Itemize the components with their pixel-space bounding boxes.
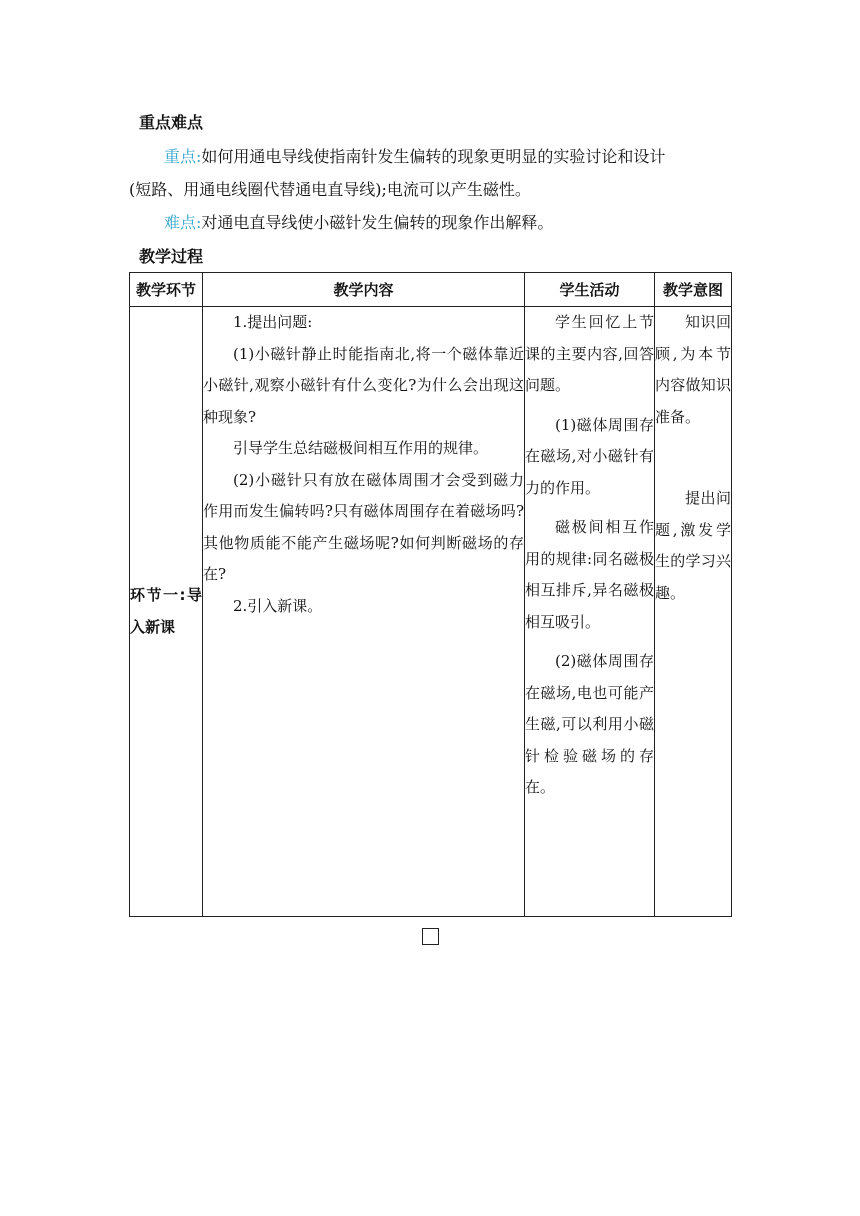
content-item: 引导学生总结磁极间相互作用的规律。: [233, 439, 489, 457]
activity-item: (1)磁体周围存在磁场,对小磁针有力的作用。: [525, 415, 654, 497]
intent-item: 提出问题,激发学生的学习兴趣。: [655, 489, 731, 602]
key-point-paragraph: [129, 140, 731, 206]
page-marker-box: [422, 928, 439, 945]
section-heading-key-points: 重点难点: [139, 113, 204, 132]
activity-item: 学生回忆上节课的主要内容,回答问题。: [525, 313, 654, 394]
difficulty-text: 对通电直导线使小磁针发生偏转的现象作出解释。: [201, 213, 554, 232]
key-point-text-line1: 如何用通电导线使指南针发生偏转的现象更明显的实验讨论和设计: [201, 147, 666, 166]
header-stage: 教学环节: [130, 273, 203, 307]
content-cell: [203, 307, 525, 917]
content-item: 1.提出问题:: [233, 313, 313, 331]
activity-item: (2)磁体周围存在磁场,电也可能产生磁,可以利用小磁针检验磁场的存在。: [525, 652, 654, 796]
section-heading-teaching-process: 教学过程: [139, 247, 204, 266]
header-content: 教学内容: [203, 273, 525, 307]
header-activity: 学生活动: [525, 273, 655, 307]
difficulty-paragraph: [129, 206, 731, 239]
key-point-text-line2: (短路、用通电线圈代替通电直导线);电流可以产生磁性。: [129, 180, 531, 199]
intent-item: 知识回顾,为本节内容做知识准备。: [655, 313, 731, 426]
activity-item: 磁极间相互作用的规律:同名磁极相互排斥,异名磁极相互吸引。: [525, 518, 654, 631]
header-intent: 教学意图: [655, 273, 732, 307]
content-item: (2)小磁针只有放在磁体周围才会受到磁力作用而发生偏转吗?只有磁体周围存在着磁场吗?其他物质能不能产生磁场呢?如何判断磁场的存在?: [203, 470, 524, 583]
intent-cell: [655, 307, 732, 917]
stage-cell: [130, 307, 203, 917]
teaching-process-table: [129, 272, 732, 917]
key-point-label: 重点:: [164, 147, 202, 166]
table-row: [130, 307, 732, 917]
content-item: 2.引入新课。: [233, 596, 323, 615]
difficulty-label: 难点:: [164, 213, 202, 232]
table-header-row: [130, 273, 732, 307]
stage-text: 环节一:导入新课: [130, 586, 202, 636]
activity-cell: [525, 307, 655, 917]
content-item: (1)小磁针静止时能指南北,将一个磁体靠近小磁针,观察小磁针有什么变化?为什么会出现这种现象?: [203, 344, 524, 426]
